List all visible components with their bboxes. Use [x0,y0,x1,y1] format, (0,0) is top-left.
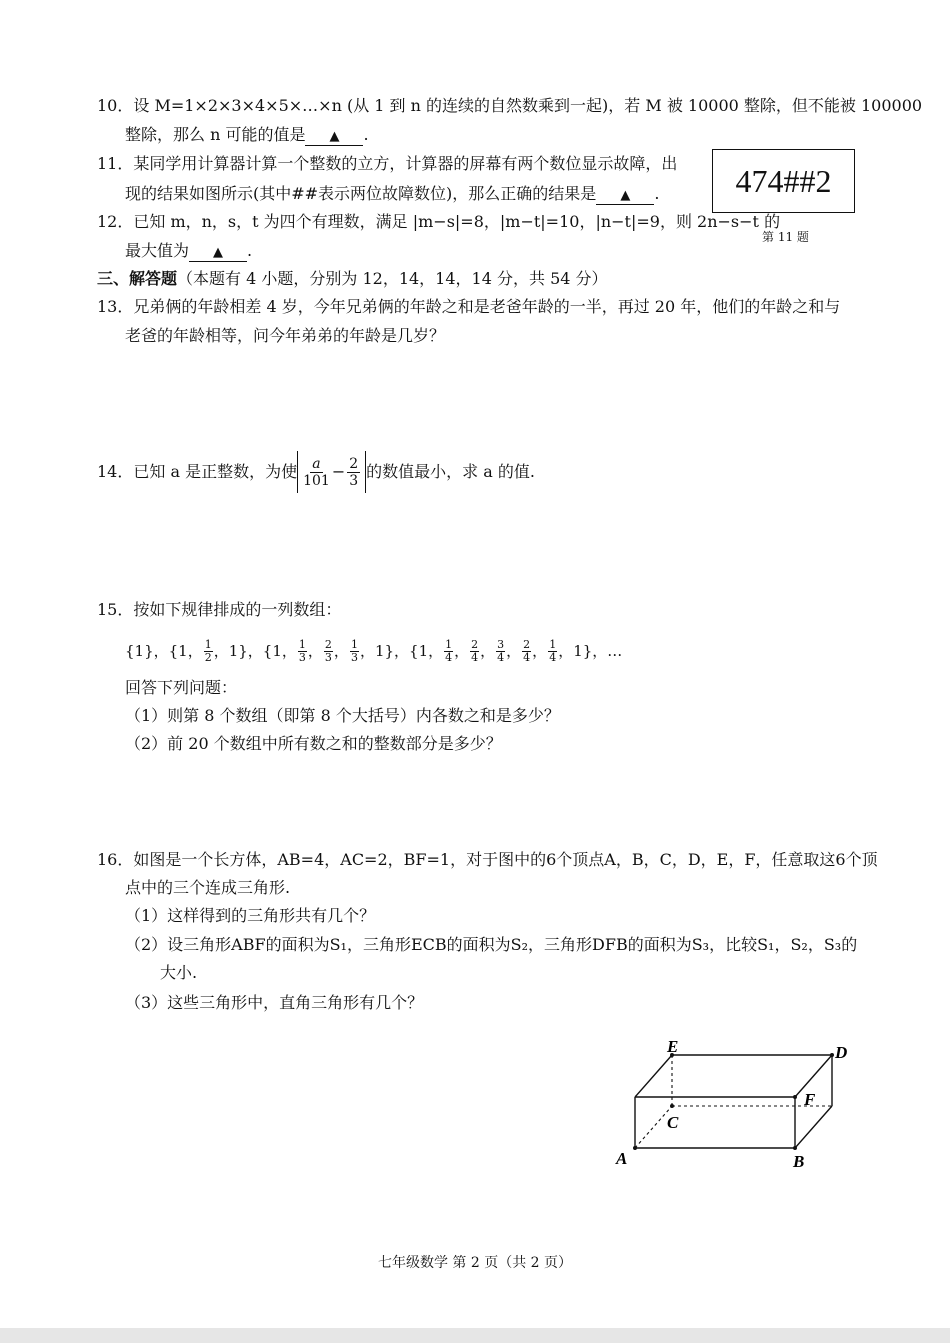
edge-bottom-right [795,1106,832,1148]
q13-line1: 13．兄弟俩的年龄相差 4 岁，今年兄弟俩的年龄之和是老爸年龄的一半，再过 20 年，他们的年龄之和与 [97,297,841,316]
q14-text: 14．已知 a 是正整数，为使 [97,462,298,481]
q15-answer-prompt: 回答下列问题： [125,678,238,697]
fraction-denominator: 3 [349,472,359,489]
fraction-numerator: 2 [349,455,359,472]
scan-bottom-edge [0,1328,950,1343]
fraction-a-over-101 [303,456,330,489]
label-d: D [835,1043,848,1062]
vertex-b [793,1146,797,1150]
label-c: C [667,1113,679,1132]
q11-text: 现的结果如图所示(其中##表示两位故障数位)，那么正确的结果是 [125,184,597,203]
q14-line [97,448,535,496]
q10-text: 整除，那么 n 可能的值是 [125,125,306,144]
label-a: A [616,1149,628,1168]
q10-line2 [125,124,369,146]
q12-line1: 12．已知 m，n，s，t 为四个有理数，满足 |m−s|=8，|m−t|=10，|n−t|=9，则 2n−s−t 的 [97,212,781,231]
q15-sub2: （2）前 20 个数组中所有数之和的整数部分是多少？ [125,734,502,753]
q10-answer-blank[interactable]: ▲ [305,129,363,146]
q12-line2 [125,240,252,262]
q12-answer-blank[interactable]: ▲ [189,245,247,262]
q14-text-end: 的数值最小，求 a 的值. [366,462,535,481]
q11-line1: 11．某同学用计算器计算一个整数的立方，计算器的屏幕有两个数位显示故障，出 [97,154,678,173]
section-title: 三、解答题 [97,269,178,288]
cuboid-figure [600,1030,870,1180]
edge-top-left [635,1055,672,1097]
q15-sub1: （1）则第 8 个数组（即第 8 个大括号）内各数之和是多少？ [125,706,560,725]
q10-line1: 10．设 M=1×2×3×4×5×…×n (从 1 到 n 的连续的自然数乘到一起)，若 M 被 10000 整除，但不能被 100000 [97,96,923,115]
q16-sub2: （2）设三角形ABF的面积为S₁，三角形ECB的面积为S₂，三角形DFB的面积为S₃，比较S₁，S₂，S₃的 [125,935,858,954]
q13-line2: 老爸的年龄相等，问今年弟弟的年龄是几岁？ [125,326,446,345]
number-sequence: {1}，{1， $\frac{1}{2}$ ，1}，{1， $\frac{1}{3}$ ， $\frac{2}{3}$ ， $\frac{1}{3}$ ，1}，{1， $\frac{1}{4}$ ， $\frac{2}{4}$ ， $\frac{3}{4}$ ， $\frac{2}{4}$ ， $\frac{1}{4}$ ，1}，… [125,637,623,664]
q12-text: 最大值为 [125,241,190,260]
section-heading [97,268,608,290]
label-e: E [667,1037,679,1056]
q11-answer-blank[interactable]: ▲ [596,188,654,205]
page-footer: 七年级数学 第 2 页（共 2 页） [377,1255,573,1271]
minus-sign: − [331,462,346,481]
vertex-d [830,1053,834,1057]
fraction-denominator: 101 [303,472,330,489]
q16-line1: 16．如图是一个长方体，AB=4，AC=2，BF=1，对于图中的6个顶点A，B，C，D，E，F，任意取这6个顶 [97,850,878,869]
q12-period: . [247,241,253,260]
vertex-f [793,1095,797,1099]
fraction-numerator: a [312,455,321,472]
vertex-a [633,1146,637,1150]
q16-sub2-cont: 大小. [160,963,198,982]
label-b: B [793,1152,805,1171]
q11-line2 [125,183,659,205]
calculator-display-value: 474##2 [735,163,832,199]
section-detail: （本题有 4 小题，分别为 12，14，14，14 分，共 54 分） [177,269,608,288]
absolute-value-expression [297,451,366,493]
q11-period: . [654,184,660,203]
q16-sub3: （3）这些三角形中，直角三角形有几个？ [125,993,424,1012]
q16-sub1: （1）这样得到的三角形共有几个？ [125,906,376,925]
q15-line1: 15．按如下规律排成的一列数组： [97,600,342,619]
q11-figure-caption: 第 11 题 [762,230,809,244]
fraction-2-over-3 [347,456,360,489]
q16-line2: 点中的三个连成三角形. [125,878,291,897]
label-f: F [804,1090,816,1109]
q10-period: . [363,125,369,144]
vertex-c [670,1104,674,1108]
calculator-display-figure [712,149,855,213]
